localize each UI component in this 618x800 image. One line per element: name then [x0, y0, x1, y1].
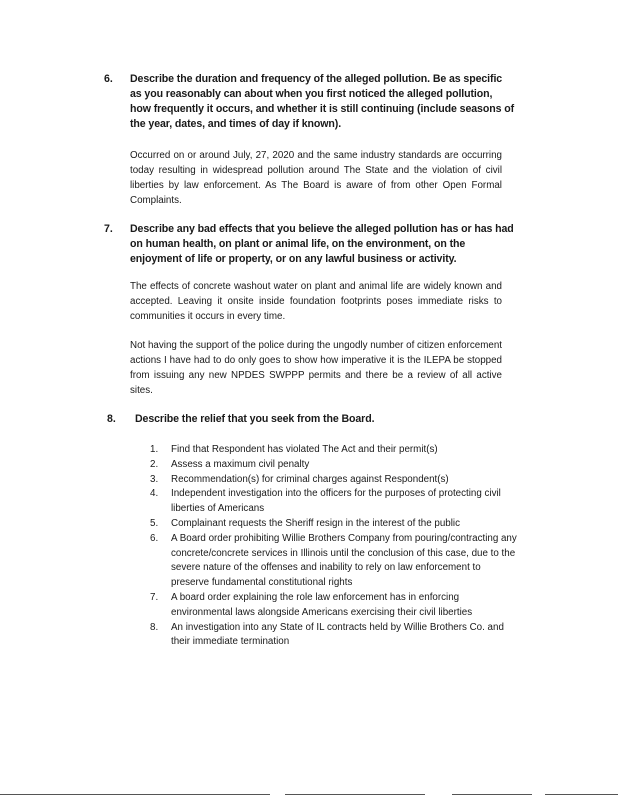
- list-item-text: Complainant requests the Sheriff resign in the interest of the public: [171, 517, 460, 529]
- list-item: [150, 621, 520, 651]
- footer-line: [545, 794, 618, 795]
- list-item-number: 5.: [150, 517, 159, 529]
- list-item-number: 8.: [150, 621, 159, 633]
- section-paragraph: The effects of concrete washout water on plant and animal life are widely known and accepted. Leaving it onsite inside foundation footprints poses immediate risks to communities it occurs in every time.: [130, 281, 502, 322]
- list-item-text: A Board order prohibiting Willie Brothers Company from pouring/contracting any concrete/concrete services in Illinois until the conclusion of this case, due to the severe nature of the offenses and inability to rely on law enforcement to preserve fundamental constitutional rights: [171, 532, 517, 589]
- list-item: [150, 458, 520, 473]
- relief-list: [150, 443, 520, 650]
- list-item-text: Independent investigation into the officers for the purposes of protecting civil liberties of Americans: [171, 488, 501, 515]
- section-number: 8.: [107, 413, 116, 425]
- list-item-text: Assess a maximum civil penalty: [171, 458, 310, 470]
- footer-line: [285, 794, 425, 795]
- list-item-number: 3.: [150, 473, 159, 485]
- section-paragraph: Not having the support of the police during the ungodly number of citizen enforcement actions I have had to do only goes to show how imperative it is the ILEPA be stopped from issuing any new NPDES SWPPP permits and there be a review of all active sites.: [130, 340, 502, 396]
- section-heading: Describe the relief that you seek from the Board.: [135, 413, 375, 425]
- list-item: [150, 443, 520, 458]
- list-item: [150, 532, 520, 591]
- section-number: 7.: [104, 223, 113, 235]
- footer-line: [452, 794, 532, 795]
- list-item-text: Recommendation(s) for criminal charges against Respondent(s): [171, 473, 449, 485]
- list-item-number: 2.: [150, 458, 159, 470]
- list-item: [150, 487, 520, 517]
- list-item-text: Find that Respondent has violated The Act and their permit(s): [171, 444, 438, 455]
- footer-line: [0, 794, 270, 795]
- list-item-number: 1.: [150, 444, 159, 455]
- section-paragraph: Occurred on or around July, 27, 2020 and the same industry standards are occurring today resulting in widespread pollution around The State and the violation of civil liberties by law enforcement. As The Board is aware of from other Open Formal Complaints.: [130, 150, 502, 206]
- list-item-number: 7.: [150, 591, 159, 603]
- list-item-number: 4.: [150, 488, 159, 500]
- list-item-text: An investigation into any State of IL contracts held by Willie Brothers Co. and their immediate termination: [171, 621, 504, 648]
- section-heading: Describe the duration and frequency of the alleged pollution. Be as specific as you reasonably can about when you first noticed the alleged pollution, how frequently it occurs, and whether it is still continuing (include seasons of the year, dates, and times of day if known).: [130, 73, 515, 130]
- list-item: [150, 591, 520, 621]
- section-number: 6.: [104, 73, 113, 85]
- list-item-number: 6.: [150, 532, 159, 544]
- list-item: [150, 473, 520, 488]
- section-heading: Describe any bad effects that you believe the alleged pollution has or has had on human health, on plant or animal life, on the environment, on the enjoyment of life or property, or on any lawful business or activity.: [130, 223, 514, 265]
- list-item: [150, 517, 520, 532]
- list-item-text: A board order explaining the role law enforcement has in enforcing environmental laws alongside Americans exercising their civil liberties: [171, 591, 473, 618]
